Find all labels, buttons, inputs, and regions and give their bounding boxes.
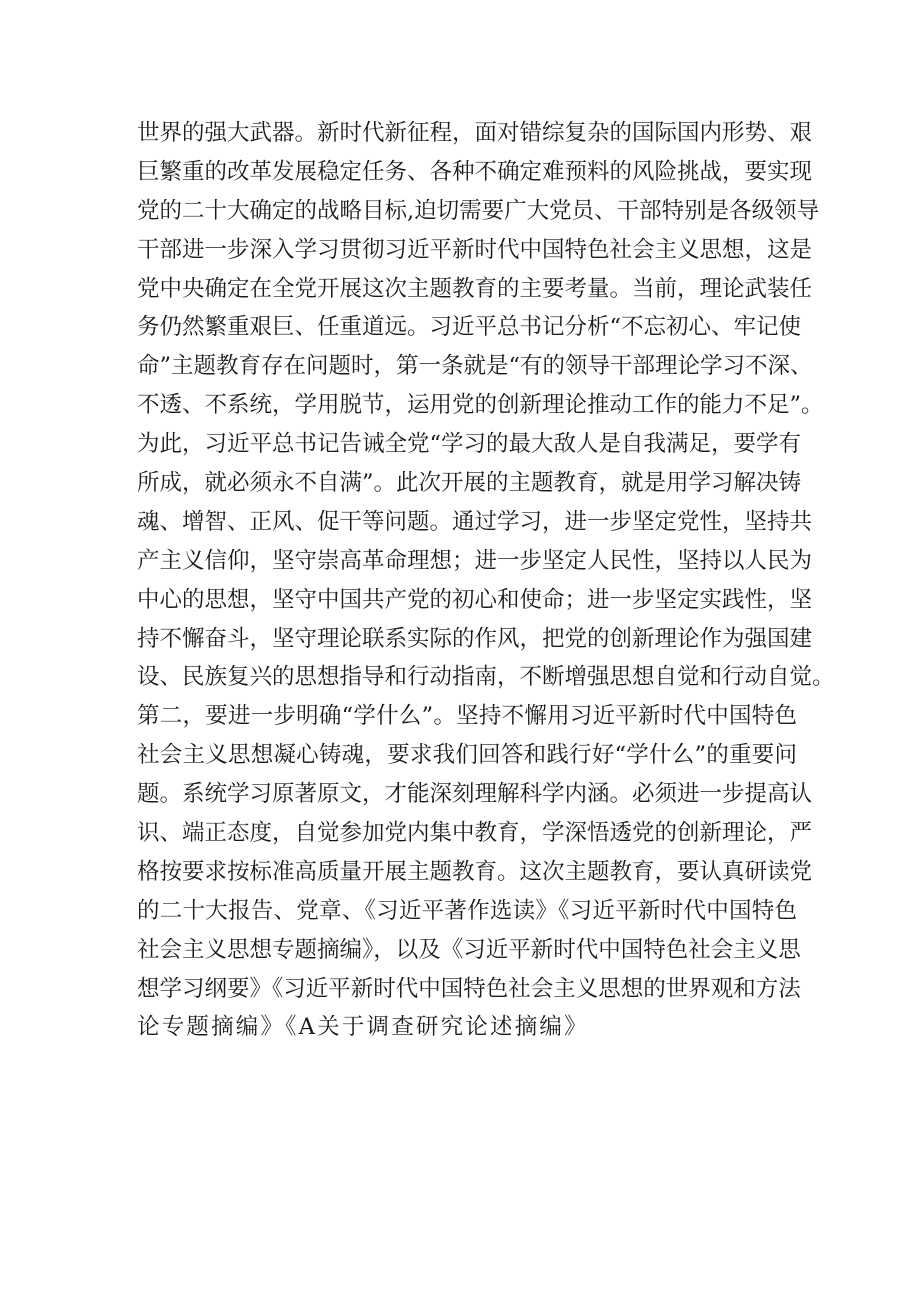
text-line-7: 命”主题教育存在问题时，第一条就是“有的领导干部理论学习不深、 xyxy=(137,353,813,380)
text-line-18: 题。系统学习原著原文，才能深刻理解科学内涵。必须进一步提高认 xyxy=(137,781,813,808)
text-line-12: 产主义信仰，坚守崇高革命理想；进一步坚定人民性，坚持以人民为 xyxy=(137,547,813,574)
text-line-16: 第二，要进一步明确“学什么”。坚持不懈用习近平新时代中国特色 xyxy=(137,703,797,730)
text-line-1: 世界的强大武器。新时代新征程，面对错综复杂的国际国内形势、艰 xyxy=(137,120,813,146)
body-text xyxy=(137,114,835,1047)
text-line-19: 识、端正态度，自觉参加党内集中教育，学深悟透党的创新理论，严 xyxy=(137,820,813,847)
text-line-10: 所成，就必须永不自满”。此次开展的主题教育，就是用学习解决铸 xyxy=(137,470,802,497)
text-line-17: 社会主义思想凝心铸魂，要求我们回答和践行好“学什么”的重要问 xyxy=(137,742,797,769)
text-line-23: 想学习纲要》《习近平新时代中国特色社会主义思想的世界观和方法 xyxy=(137,975,801,1002)
text-line-14: 持不懈奋斗，坚守理论联系实际的作风，把党的创新理论作为强国建 xyxy=(137,625,813,652)
text-line-24: 论专题摘编》《A关于调查研究论述摘编》 xyxy=(137,1014,589,1041)
text-line-8: 不透、不系统，学用脱节，运用党的创新理论推动工作的能力不足”。 xyxy=(137,392,824,419)
text-line-2: 巨繁重的改革发展稳定任务、各种不确定难预料的风险挑战，要实现 xyxy=(137,158,813,185)
text-line-13: 中心的思想，坚守中国共产党的初心和使命；进一步坚定实践性，坚 xyxy=(137,586,813,613)
text-line-15: 设、民族复兴的思想指导和行动指南，不断增强思想自觉和行动自觉。 xyxy=(137,664,835,691)
text-line-20: 格按要求按标准高质量开展主题教育。这次主题教育，要认真研读党 xyxy=(137,858,813,885)
text-line-22: 社会主义思想专题摘编》，以及《习近平新时代中国特色社会主义思 xyxy=(137,936,801,963)
text-line-9: 为此，习近平总书记告诫全党“学习的最大敌人是自我满足，要学有 xyxy=(137,431,802,458)
text-line-4: 干部进一步深入学习贯彻习近平新时代中国特色社会主义思想，这是 xyxy=(137,236,813,263)
text-line-3: 党的二十大确定的战略目标,迫切需要广大党员、干部特别是各级领导 xyxy=(137,197,820,224)
text-line-11: 魂、增智、正风、促干等问题。通过学习，进一步坚定党性，坚持共 xyxy=(137,508,813,535)
text-line-21: 的二十大报告、党章、《习近平著作选读》《习近平新时代中国特色 xyxy=(137,897,797,924)
text-line-6: 务仍然繁重艰巨、任重道远。习近平总书记分析“不忘初心、牢记使 xyxy=(137,314,802,341)
text-line-5: 党中央确定在全党开展这次主题教育的主要考量。当前，理论武装任 xyxy=(137,275,813,302)
